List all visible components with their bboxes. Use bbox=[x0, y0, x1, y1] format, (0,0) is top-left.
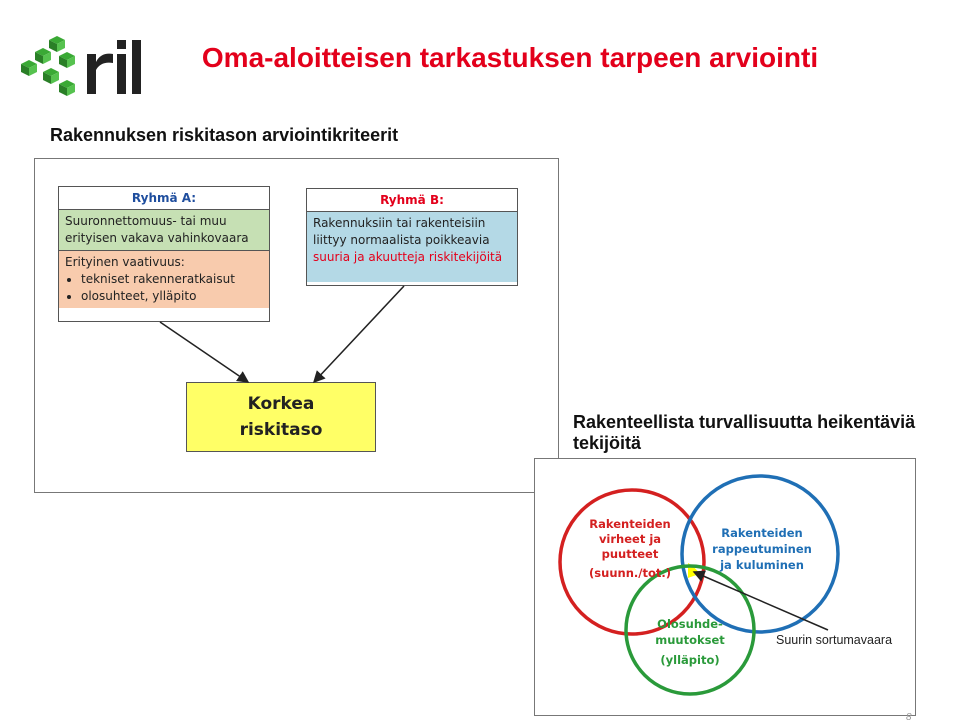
result-line2: riskitaso bbox=[239, 420, 323, 440]
group-b-header: Ryhmä B: bbox=[307, 189, 517, 212]
result-line1: Korkea bbox=[247, 394, 315, 414]
group-b-red-text: suuria ja akuutteja riskitekijöitä bbox=[313, 250, 503, 264]
red-circle-line1: Rakenteiden bbox=[589, 517, 671, 531]
arrow-b-to-result bbox=[314, 286, 404, 382]
green-circle-line1: Olosuhde- bbox=[657, 617, 723, 631]
blue-circle-line3: ja kuluminen bbox=[720, 558, 804, 572]
red-circle-line4: (suunn./tot.) bbox=[589, 566, 671, 580]
arrow-label: Suurin sortumavaara bbox=[776, 633, 893, 647]
group-a-green-text: Suuronnettomuus- tai muu erityisen vakava vahinkovaara bbox=[59, 210, 269, 251]
list-item: • olosuhteet, ylläpito bbox=[81, 288, 263, 305]
list-item: • tekniset rakenneratkaisut bbox=[81, 271, 263, 288]
group-a-header: Ryhmä A: bbox=[59, 187, 269, 210]
left-subtitle: Rakennuksen riskitason arviointikriteerit bbox=[50, 125, 399, 145]
green-circle-line2: muutokset bbox=[655, 633, 725, 647]
green-circle-line3: (ylläpito) bbox=[660, 653, 720, 667]
blue-circle-line1: Rakenteiden bbox=[721, 526, 803, 540]
arrow-a-to-result bbox=[160, 322, 248, 382]
blue-circle-line2: rappeutuminen bbox=[712, 542, 812, 556]
red-circle-line2: virheet ja bbox=[598, 532, 662, 546]
group-b-text: Rakennuksiin tai rakenteisiin liittyy normaalista poikkeavia bbox=[313, 216, 490, 247]
page-number: 8 bbox=[906, 712, 912, 723]
page-title: Oma-aloitteisen tarkastuksen tarpeen arviointi bbox=[201, 42, 819, 73]
red-circle-line3: puutteet bbox=[601, 547, 659, 561]
right-subtitle: Rakenteellista turvallisuutta heikentäviä tekijöitä bbox=[573, 412, 916, 453]
group-a-orange-title: Erityinen vaativuus: bbox=[65, 255, 185, 269]
